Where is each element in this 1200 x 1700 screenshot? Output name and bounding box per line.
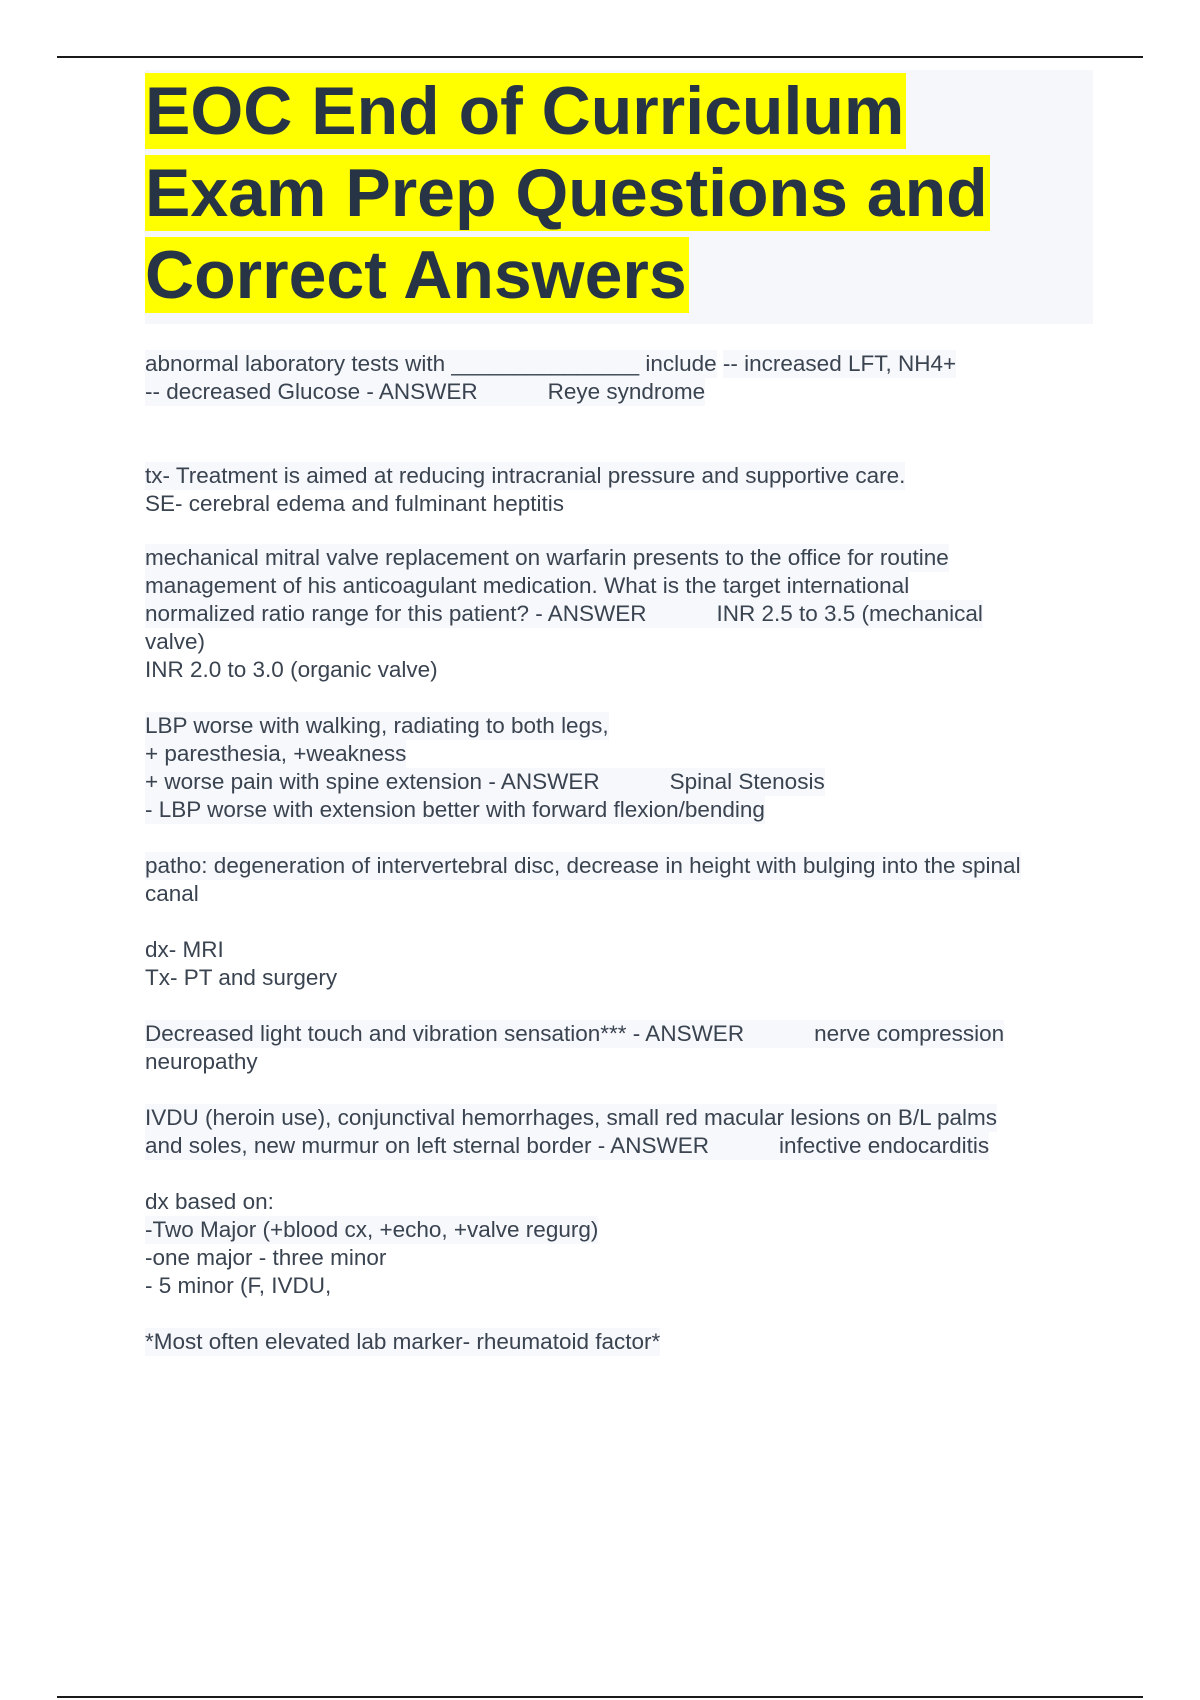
detail-line: canal	[145, 881, 199, 906]
answer-text: Spinal Stenosis	[669, 769, 825, 794]
flashcard-warfarin	[145, 544, 1105, 684]
question-line: normalized ratio range for this patient? - ANSWER	[145, 601, 647, 626]
detail-line: -Two Major (+blood cx, +echo, +valve regurg)	[145, 1217, 599, 1242]
detail-line: INR 2.0 to 3.0 (organic valve)	[145, 657, 438, 682]
detail-line: - LBP worse with extension better with forward flexion/bending	[145, 797, 765, 822]
answer-text: nerve compression	[814, 1021, 1005, 1046]
title-line-3: Correct Answers	[145, 237, 687, 313]
question-answer-line	[145, 600, 983, 628]
question-line: mechanical mitral valve replacement on warfarin presents to the office for routine	[145, 545, 949, 570]
endocarditis-lab-marker	[145, 1328, 1105, 1356]
flashcard-list	[145, 350, 1105, 1356]
flashcard-neuropathy	[145, 1020, 1105, 1076]
stenosis-patho	[145, 852, 1105, 908]
question-line: and soles, new murmur on left sternal border - ANSWER	[145, 1133, 709, 1158]
answer-continuation: valve)	[145, 629, 206, 654]
detail-line: - 5 minor (F, IVDU,	[145, 1273, 332, 1298]
question-answer-line	[145, 1020, 1004, 1048]
question-line: + paresthesia, +weakness	[145, 741, 407, 766]
answer-text: infective endocarditis	[778, 1133, 990, 1158]
question-answer-line	[145, 1132, 989, 1160]
question-line: management of his anticoagulant medication. What is the target international	[145, 573, 910, 598]
bottom-rule	[57, 1696, 1143, 1698]
flashcard-endocarditis	[145, 1104, 1105, 1160]
question-answer-line	[145, 378, 705, 406]
detail-line: dx based on:	[145, 1189, 274, 1214]
detail-line: SE- cerebral edema and fulminant heptitis	[145, 491, 564, 516]
question-line: -- decreased Glucose - ANSWER	[145, 379, 478, 404]
detail-line: patho: degeneration of intervertebral disc, decrease in height with bulging into the spinal	[145, 853, 1021, 878]
detail-line: tx- Treatment is aimed at reducing intracranial pressure and supportive care.	[145, 463, 906, 488]
flashcard-stenosis	[145, 712, 1105, 824]
question-line: Decreased light touch and vibration sensation*** - ANSWER	[145, 1021, 745, 1046]
title-box	[145, 70, 1093, 324]
top-rule	[57, 56, 1143, 58]
title-line-1: EOC End of Curriculum	[145, 73, 905, 149]
flashcard-reye	[145, 350, 1105, 406]
detail-line: Tx- PT and surgery	[145, 965, 338, 990]
page-title	[145, 70, 1093, 316]
answer-text: Reye syndrome	[547, 379, 706, 404]
stenosis-dx-tx	[145, 936, 1105, 992]
detail-line: *Most often elevated lab marker- rheumatoid factor*	[145, 1329, 661, 1354]
question-line: -- increased LFT, NH4+	[722, 351, 957, 376]
answer-text: INR 2.5 to 3.5 (mechanical	[716, 601, 983, 626]
question-line: + worse pain with spine extension - ANSWER	[145, 769, 600, 794]
answer-continuation: neuropathy	[145, 1049, 258, 1074]
question-line: IVDU (heroin use), conjunctival hemorrhages, small red macular lesions on B/L palms	[145, 1105, 998, 1130]
question-answer-line	[145, 768, 825, 796]
title-line-2: Exam Prep Questions and	[145, 155, 988, 231]
reye-details	[145, 462, 1105, 518]
detail-line: -one major - three minor	[145, 1245, 387, 1270]
question-line: abnormal laboratory tests with _______________ include	[145, 351, 717, 376]
detail-line: dx- MRI	[145, 937, 224, 962]
endocarditis-dx	[145, 1188, 1105, 1300]
question-line: LBP worse with walking, radiating to both legs,	[145, 713, 609, 738]
